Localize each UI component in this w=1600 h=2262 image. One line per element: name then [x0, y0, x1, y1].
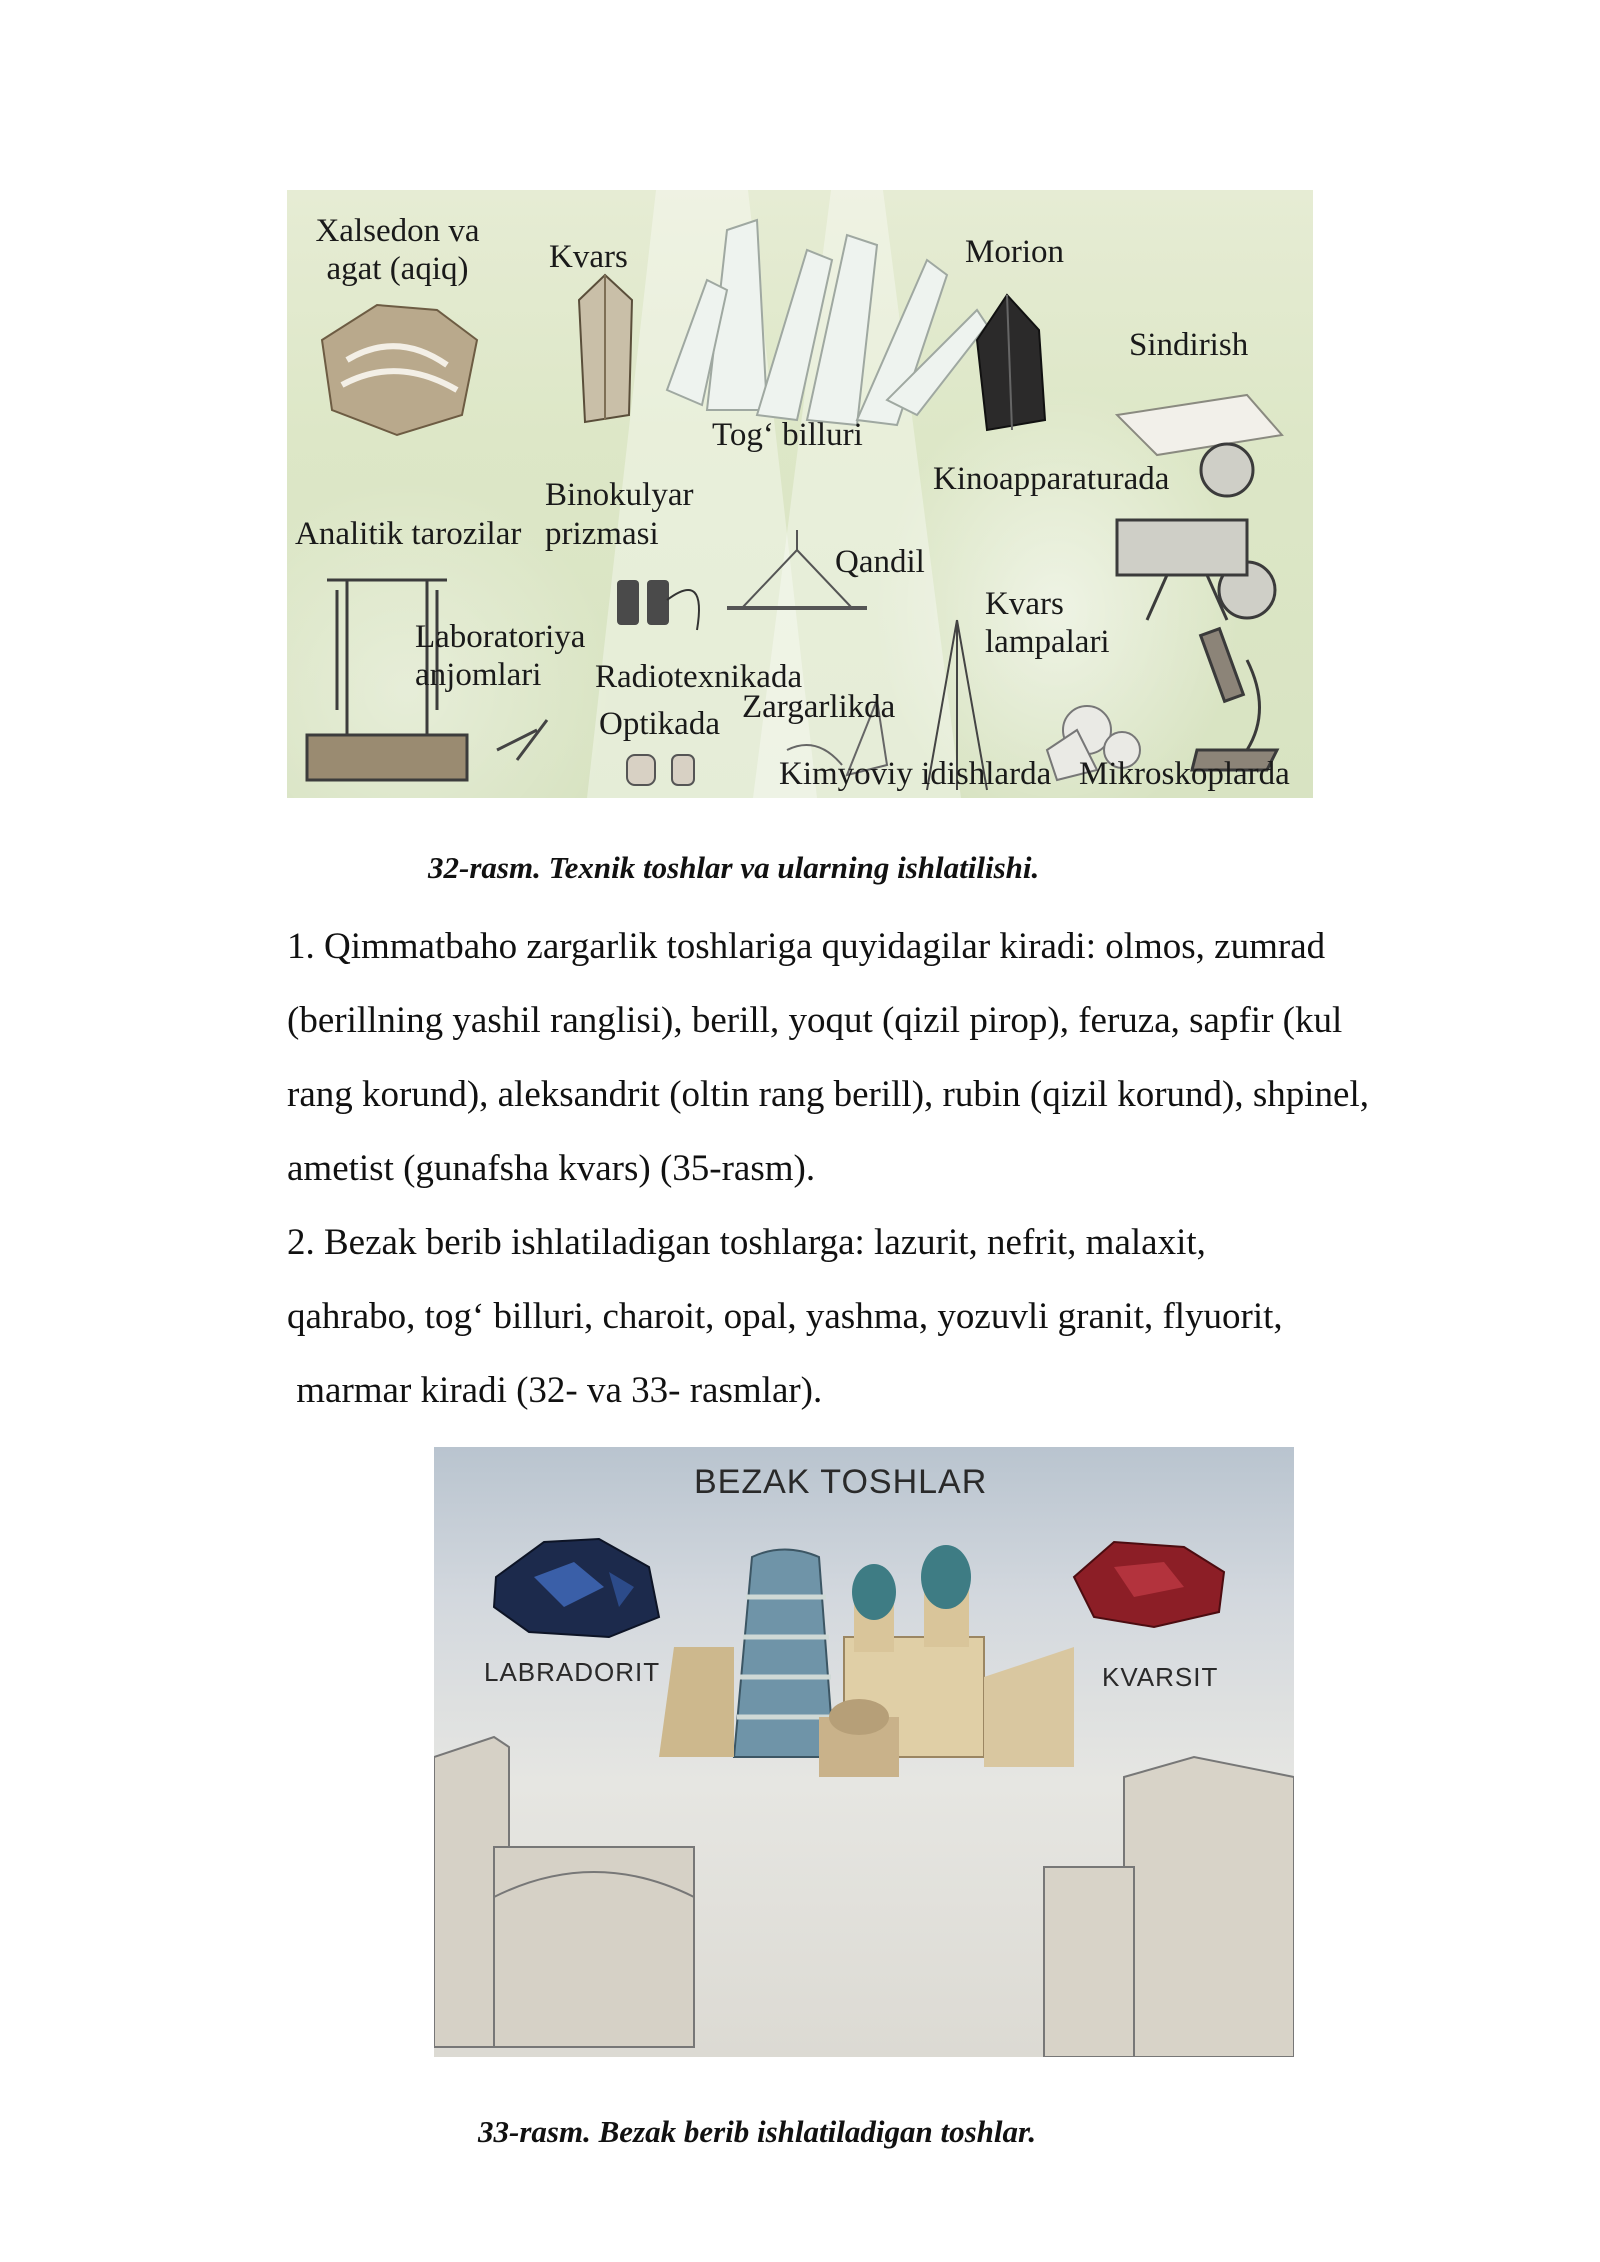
label-xalsedon: Xalsedon va agat (aqiq) [315, 213, 480, 287]
label-kvars: Kvars [549, 239, 628, 275]
figure-33-title: BEZAK TOSHLAR [694, 1463, 988, 1501]
figure-32-technical-stones [287, 190, 1313, 798]
label-optikada: Optikada [599, 706, 720, 742]
morion-crystal-icon [977, 295, 1045, 430]
label-tog-billuri: Tog‘ billuri [712, 417, 863, 453]
body-line: ametist (gunafsha kvars) (35-rasm). [287, 1148, 816, 1189]
body-text [287, 910, 1567, 1428]
label-prizmasi: prizmasi [545, 516, 659, 552]
quartzite-stone-icon [1074, 1542, 1224, 1627]
rock-crystal-cluster-icon [667, 220, 987, 425]
quartz-crystal-icon [579, 275, 632, 422]
architecture-illustration [434, 1447, 1294, 2057]
body-line: 1. Qimmatbaho zargarlik toshlariga quyidagilar kiradi: olmos, zumrad [287, 926, 1326, 967]
microscope-icon [1192, 629, 1277, 770]
label-zargarlikda: Zargarlikda [742, 689, 896, 725]
label-sindirish: Sindirish [1129, 327, 1249, 363]
madrasa-building-icon [659, 1545, 1074, 1777]
body-line: 2. Bezak berib ishlatiladigan toshlarga: lazurit, nefrit, malaxit, [287, 1222, 1206, 1263]
radio-tube-icon [627, 755, 694, 785]
body-line: qahrabo, tog‘ billuri, charoit, opal, yashma, yozuvli granit, flyuorit, [287, 1296, 1283, 1337]
body-line: rang korund), aleksandrit (oltin rang berill), rubin (qizil korund), shpinel, [287, 1074, 1369, 1115]
binoculars-icon [617, 580, 699, 630]
label-analitik-tarozilar: Analitik tarozilar [295, 516, 522, 552]
label-kimyoviy-idishlarda: Kimyoviy idishlarda [779, 756, 1052, 792]
label-morion: Morion [965, 234, 1064, 270]
labradorite-stone-icon [494, 1539, 659, 1637]
body-line: marmar kiradi (32- va 33- rasmlar). [287, 1370, 823, 1411]
agate-stone-icon [322, 305, 477, 435]
label-radiotexnikada: Radiotexnikada [595, 659, 803, 695]
body-line: (berillning yashil ranglisi), berill, yoqut (qizil pirop), feruza, sapfir (kul [287, 1000, 1343, 1041]
figure-33-decorative-stones [434, 1447, 1294, 2057]
label-kvars-lampalari: Kvars lampalari [985, 586, 1110, 660]
lab-tools-icon [497, 720, 547, 760]
figure-32-caption: 32-rasm. Texnik toshlar va ularning ishlatilishi. [428, 850, 1040, 885]
label-labradorit: LABRADORIT [484, 1657, 661, 1687]
cleavage-plate-icon [1117, 395, 1282, 455]
figure-33-caption: 33-rasm. Bezak berib ishlatiladigan toshlar. [478, 2114, 1037, 2149]
left-government-building-icon [434, 1737, 694, 2047]
label-qandil: Qandil [835, 544, 925, 580]
right-government-building-icon [1044, 1757, 1294, 2057]
label-binokulyar: Binokulyar [545, 477, 694, 513]
label-kvarsit: KVARSIT [1102, 1662, 1219, 1692]
label-mikroskoplarda: Mikroskoplarda [1079, 756, 1290, 792]
label-laboratoriya: Laboratoriya anjomlari [415, 619, 586, 693]
label-kinoapparaturada: Kinoapparaturada [933, 461, 1170, 497]
